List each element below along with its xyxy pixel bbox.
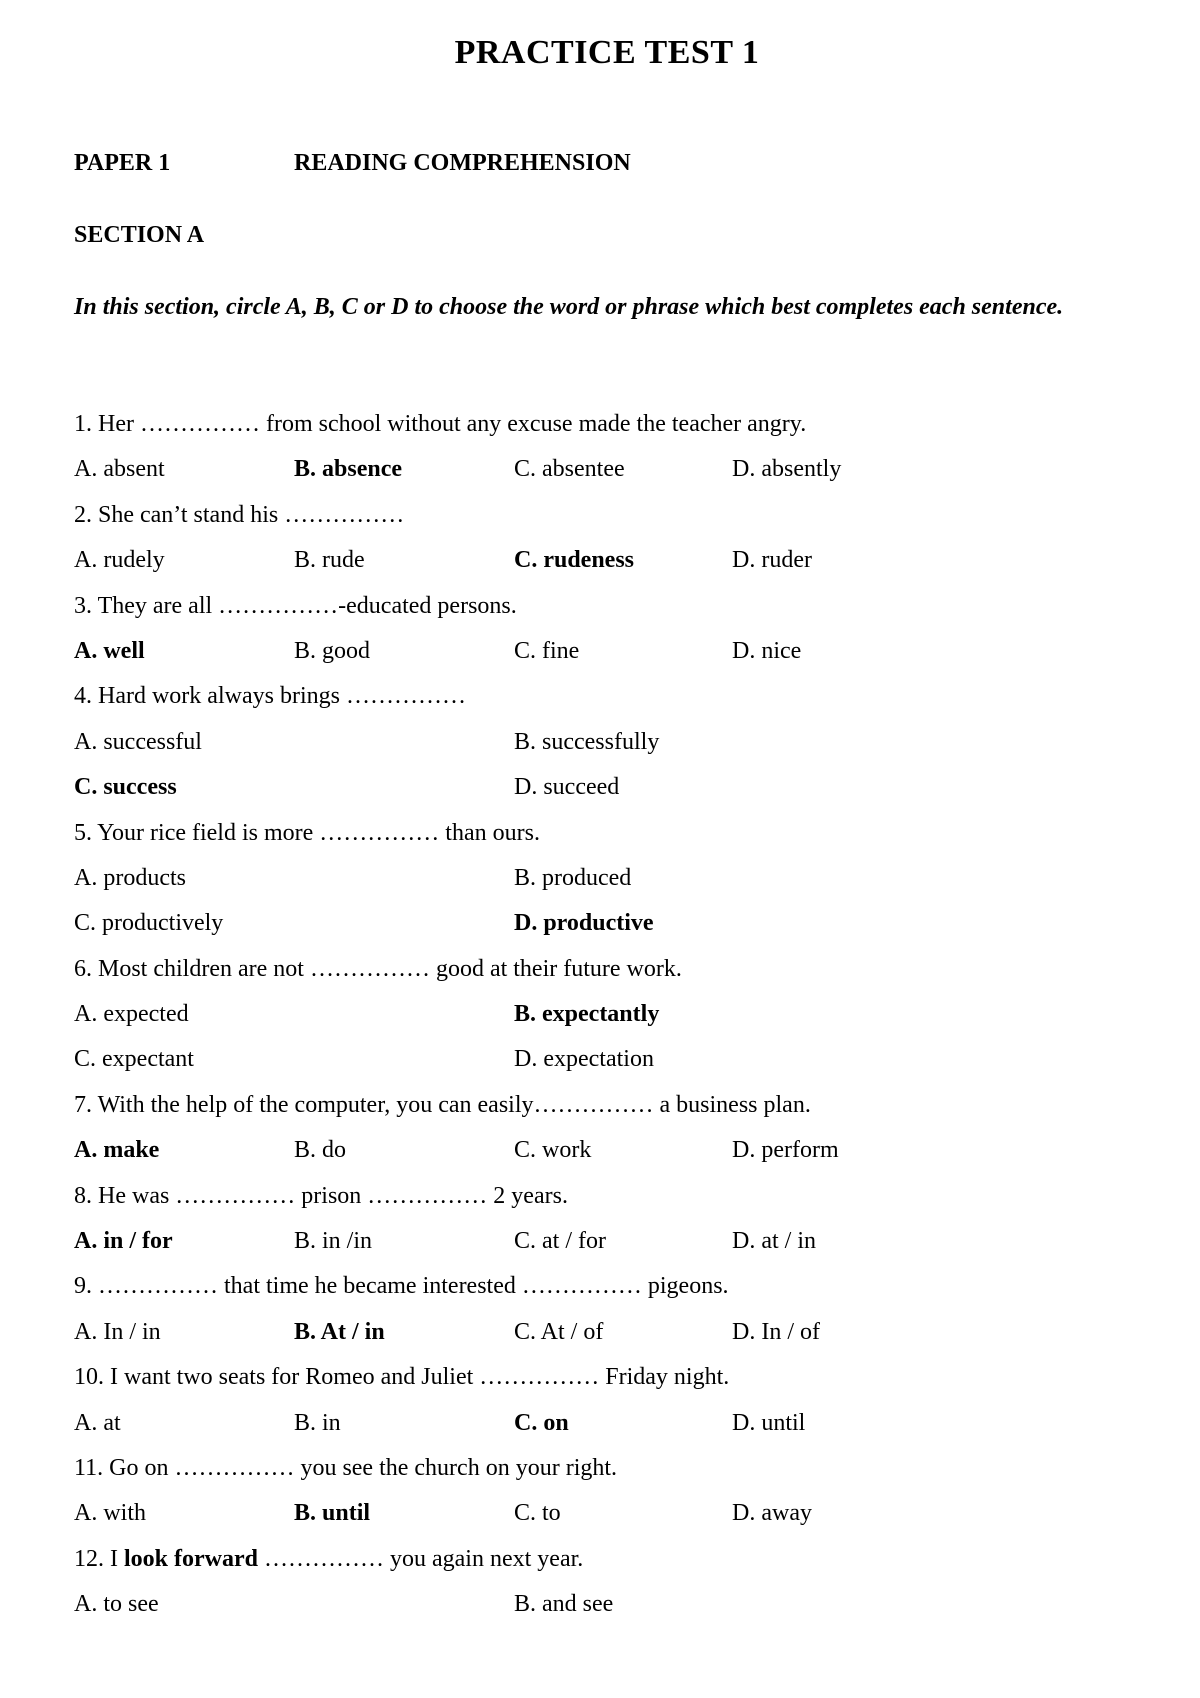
options-row bbox=[74, 538, 1140, 583]
answer-option-correct[interactable]: B. until bbox=[294, 1500, 371, 1527]
answer-option[interactable]: B. in /in bbox=[294, 1228, 373, 1255]
answer-option[interactable]: B. in bbox=[294, 1409, 341, 1436]
options-row bbox=[74, 447, 1140, 492]
stem-text: …………… you again next year. bbox=[258, 1545, 584, 1572]
answer-option-correct[interactable]: A. well bbox=[74, 637, 145, 664]
answer-option[interactable]: B. produced bbox=[514, 864, 632, 891]
answer-option-correct[interactable]: D. productive bbox=[514, 910, 654, 937]
answer-option-correct[interactable]: B. expectantly bbox=[514, 1001, 660, 1028]
options-row bbox=[74, 1401, 1140, 1446]
section-heading: SECTION A bbox=[74, 222, 205, 248]
options-row bbox=[74, 1037, 1140, 1082]
question-stem: 1. Her …………… from school without any excuse made the teacher angry. bbox=[74, 411, 807, 437]
answer-option[interactable]: D. expectation bbox=[514, 1046, 654, 1073]
options-row bbox=[74, 765, 1140, 810]
answer-option[interactable]: B. good bbox=[294, 637, 371, 664]
answer-option[interactable]: D. nice bbox=[732, 637, 802, 664]
answer-option[interactable]: B. do bbox=[294, 1137, 347, 1164]
question-stem: 7. With the help of the computer, you can easily…………… a business plan. bbox=[74, 1091, 811, 1118]
options-row bbox=[74, 720, 1140, 765]
question-list bbox=[74, 402, 1140, 1628]
answer-option[interactable]: A. expected bbox=[74, 1001, 189, 1028]
answer-option-correct[interactable]: C. rudeness bbox=[514, 547, 635, 574]
answer-option[interactable]: A. rudely bbox=[74, 547, 165, 574]
paper-number: PAPER 1 bbox=[74, 150, 171, 176]
options-row bbox=[74, 1219, 1140, 1264]
stem-emphasis: look forward bbox=[124, 1545, 258, 1572]
answer-option[interactable]: C. absentee bbox=[514, 456, 625, 483]
answer-option[interactable]: D. perform bbox=[732, 1137, 839, 1164]
answer-option-correct[interactable]: A. in / for bbox=[74, 1228, 173, 1255]
answer-option-correct[interactable]: C. success bbox=[74, 774, 177, 801]
answer-option[interactable]: C. to bbox=[514, 1500, 561, 1527]
answer-option[interactable]: D. In / of bbox=[732, 1318, 820, 1345]
answer-option[interactable]: C. fine bbox=[514, 637, 580, 664]
question-stem: 5. Your rice field is more …………… than ours. bbox=[74, 819, 540, 846]
question-stem: 11. Go on …………… you see the church on your right. bbox=[74, 1454, 618, 1481]
answer-option[interactable]: A. successful bbox=[74, 728, 202, 755]
answer-option[interactable]: B. successfully bbox=[514, 728, 660, 755]
options-row bbox=[74, 856, 1140, 901]
answer-option[interactable]: A. In / in bbox=[74, 1318, 161, 1345]
answer-option-correct[interactable]: B. At / in bbox=[294, 1318, 385, 1345]
answer-option[interactable]: A. to see bbox=[74, 1591, 159, 1618]
question-stem: 9. …………… that time he became interested …………… pigeons. bbox=[74, 1273, 729, 1300]
answer-option[interactable]: C. at / for bbox=[514, 1228, 606, 1255]
question-stem: 10. I want two seats for Romeo and Juliet …………… Friday night. bbox=[74, 1364, 730, 1391]
answer-option[interactable]: D. succeed bbox=[514, 774, 620, 801]
answer-option[interactable]: C. work bbox=[514, 1137, 592, 1164]
answer-option-correct[interactable]: A. make bbox=[74, 1137, 160, 1164]
page-title: PRACTICE TEST 1 bbox=[454, 34, 760, 71]
options-row bbox=[74, 1128, 1140, 1173]
question-stem: 3. They are all ……………-educated persons. bbox=[74, 592, 517, 619]
answer-option-correct[interactable]: B. absence bbox=[294, 456, 402, 483]
answer-option[interactable]: D. ruder bbox=[732, 547, 812, 574]
answer-option[interactable]: A. absent bbox=[74, 456, 165, 483]
question-stem: 2. She can’t stand his …………… bbox=[74, 501, 405, 528]
options-row bbox=[74, 901, 1140, 946]
answer-option[interactable]: D. at / in bbox=[732, 1228, 816, 1255]
question-stem bbox=[74, 1537, 1140, 1582]
stem-text: 12. I bbox=[74, 1545, 124, 1572]
question-stem: 6. Most children are not …………… good at their future work. bbox=[74, 955, 682, 982]
options-row bbox=[74, 1582, 1140, 1627]
options-row bbox=[74, 1310, 1140, 1355]
instructions: In this section, circle A, B, C or D to choose the word or phrase which best completes each sentence. bbox=[74, 294, 1064, 320]
answer-option[interactable]: D. until bbox=[732, 1409, 806, 1436]
answer-option[interactable]: A. with bbox=[74, 1500, 146, 1527]
answer-option-correct[interactable]: C. on bbox=[514, 1409, 569, 1436]
options-row bbox=[74, 629, 1140, 674]
answer-option[interactable]: A. at bbox=[74, 1409, 121, 1436]
answer-option[interactable]: C. productively bbox=[74, 910, 224, 937]
paper-name: READING COMPREHENSION bbox=[294, 150, 631, 176]
answer-option[interactable]: D. absently bbox=[732, 456, 842, 483]
options-row bbox=[74, 992, 1140, 1037]
options-row bbox=[74, 1491, 1140, 1536]
answer-option[interactable]: B. rude bbox=[294, 547, 365, 574]
answer-option[interactable]: C. At / of bbox=[514, 1318, 604, 1345]
answer-option[interactable]: C. expectant bbox=[74, 1046, 194, 1073]
question-stem: 4. Hard work always brings …………… bbox=[74, 683, 466, 710]
question-stem: 8. He was …………… prison …………… 2 years. bbox=[74, 1182, 568, 1209]
answer-option[interactable]: D. away bbox=[732, 1500, 812, 1527]
answer-option[interactable]: B. and see bbox=[514, 1591, 614, 1618]
answer-option[interactable]: A. products bbox=[74, 864, 186, 891]
